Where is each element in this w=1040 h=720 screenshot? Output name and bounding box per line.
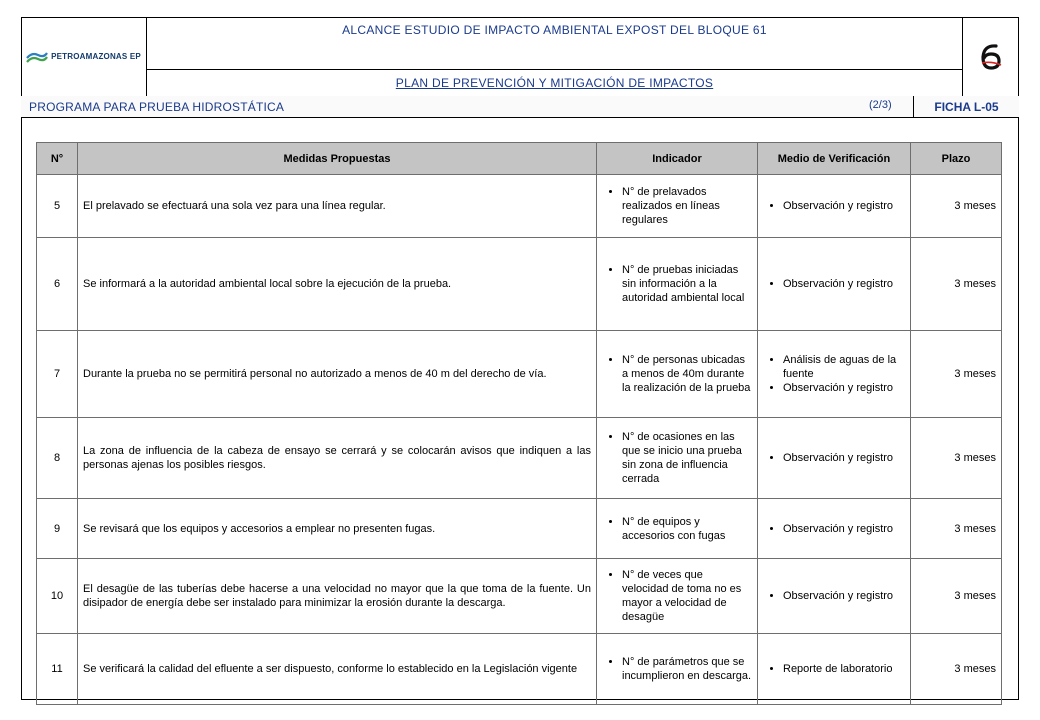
row-verification (758, 634, 911, 705)
row-deadline: 3 meses (911, 238, 1002, 331)
row-verification (758, 499, 911, 559)
column-header-indicator: Indicador (597, 143, 758, 175)
verification-item: • Observación y registro (783, 277, 905, 291)
row-verification (758, 175, 911, 238)
verification-item: • Observación y registro (783, 199, 905, 213)
row-measure: La zona de influencia de la cabeza de ensayo se cerrará y se colocarán avisos que indiquen a las personas ajenas los posibles riesgos. (78, 418, 597, 499)
row-number: 5 (37, 175, 78, 238)
row-number: 9 (37, 499, 78, 559)
row-indicator (597, 634, 758, 705)
program-row (21, 96, 1019, 118)
brand-mark-cell (962, 17, 1019, 97)
column-header-number: N° (37, 143, 78, 175)
table-row (37, 175, 1002, 238)
row-indicator (597, 559, 758, 634)
indicator-item: • N° de pruebas iniciadas sin información a la autoridad ambiental local (622, 263, 752, 305)
row-measure: El desagüe de las tuberías debe hacerse a una velocidad no mayor que la que toma de la fuente. Un disipador de energía debe ser instalado para minimizar la erosión durante la descarga. (78, 559, 597, 634)
indicator-item: • N° de ocasiones en las que se inicio una prueba sin zona de influencia cerrada (622, 430, 752, 486)
row-measure: El prelavado se efectuará una sola vez para una línea regular. (78, 175, 597, 238)
verification-item: • Reporte de laboratorio (783, 662, 905, 676)
verification-item: • Observación y registro (783, 451, 905, 465)
row-number: 6 (37, 238, 78, 331)
brand-six-icon (974, 42, 1008, 72)
row-deadline: 3 meses (911, 499, 1002, 559)
row-verification (758, 331, 911, 418)
row-number: 8 (37, 418, 78, 499)
row-indicator (597, 175, 758, 238)
row-number: 10 (37, 559, 78, 634)
table-row (37, 559, 1002, 634)
row-deadline: 3 meses (911, 559, 1002, 634)
ficha-label: FICHA L-05 (913, 96, 1019, 117)
row-indicator (597, 499, 758, 559)
program-title: PROGRAMA PARA PRUEBA HIDROSTÁTICA (29, 100, 285, 114)
row-verification (758, 238, 911, 331)
row-indicator (597, 238, 758, 331)
table-row (37, 238, 1002, 331)
row-verification (758, 559, 911, 634)
logo-cell (21, 17, 147, 97)
document-title: ALCANCE ESTUDIO DE IMPACTO AMBIENTAL EXPOST DEL BLOQUE 61 (147, 17, 962, 70)
petroamazonas-logo (26, 50, 141, 64)
table-row (37, 331, 1002, 418)
table-row (37, 499, 1002, 559)
column-header-deadline: Plazo (911, 143, 1002, 175)
row-deadline: 3 meses (911, 634, 1002, 705)
column-header-verification: Medio de Verificación (758, 143, 911, 175)
row-number: 11 (37, 634, 78, 705)
logo-text: PETROAMAZONAS EP (51, 52, 141, 61)
table-row (37, 418, 1002, 499)
indicator-item: • N° de equipos y accesorios con fugas (622, 515, 752, 543)
row-verification (758, 418, 911, 499)
row-measure: Durante la prueba no se permitirá personal no autorizado a menos de 40 m del derecho de vía. (78, 331, 597, 418)
document-subtitle: PLAN DE PREVENCIÓN Y MITIGACIÓN DE IMPACTOS (395, 76, 714, 90)
row-measure: Se verificará la calidad del efluente a ser dispuesto, conforme lo establecido en la Legislación vigente (78, 634, 597, 705)
indicator-item: • N° de personas ubicadas a menos de 40m durante la realización de la prueba (622, 353, 752, 395)
indicator-item: • N° de parámetros que se incumplieron en descarga. (622, 655, 752, 683)
indicator-item: • N° de prelavados realizados en líneas regulares (622, 185, 752, 227)
row-measure: Se revisará que los equipos y accesorios a emplear no presenten fugas. (78, 499, 597, 559)
measures-table (36, 142, 1002, 705)
verification-item: • Análisis de aguas de la fuente (783, 353, 905, 381)
logo-waves-icon (26, 50, 48, 64)
row-number: 7 (37, 331, 78, 418)
table-header-row (37, 143, 1002, 175)
row-indicator (597, 418, 758, 499)
column-header-measures: Medidas Propuestas (78, 143, 597, 175)
verification-item: • Observación y registro (783, 589, 905, 603)
row-deadline: 3 meses (911, 175, 1002, 238)
row-measure: Se informará a la autoridad ambiental local sobre la ejecución de la prueba. (78, 238, 597, 331)
table-row (37, 634, 1002, 705)
row-deadline: 3 meses (911, 331, 1002, 418)
row-deadline: 3 meses (911, 418, 1002, 499)
verification-item: • Observación y registro (783, 522, 905, 536)
row-indicator (597, 331, 758, 418)
page-indicator: (2/3) (869, 99, 892, 111)
verification-item: • Observación y registro (783, 381, 905, 395)
indicator-item: • N° de veces que velocidad de toma no es mayor a velocidad de desagüe (622, 568, 752, 624)
